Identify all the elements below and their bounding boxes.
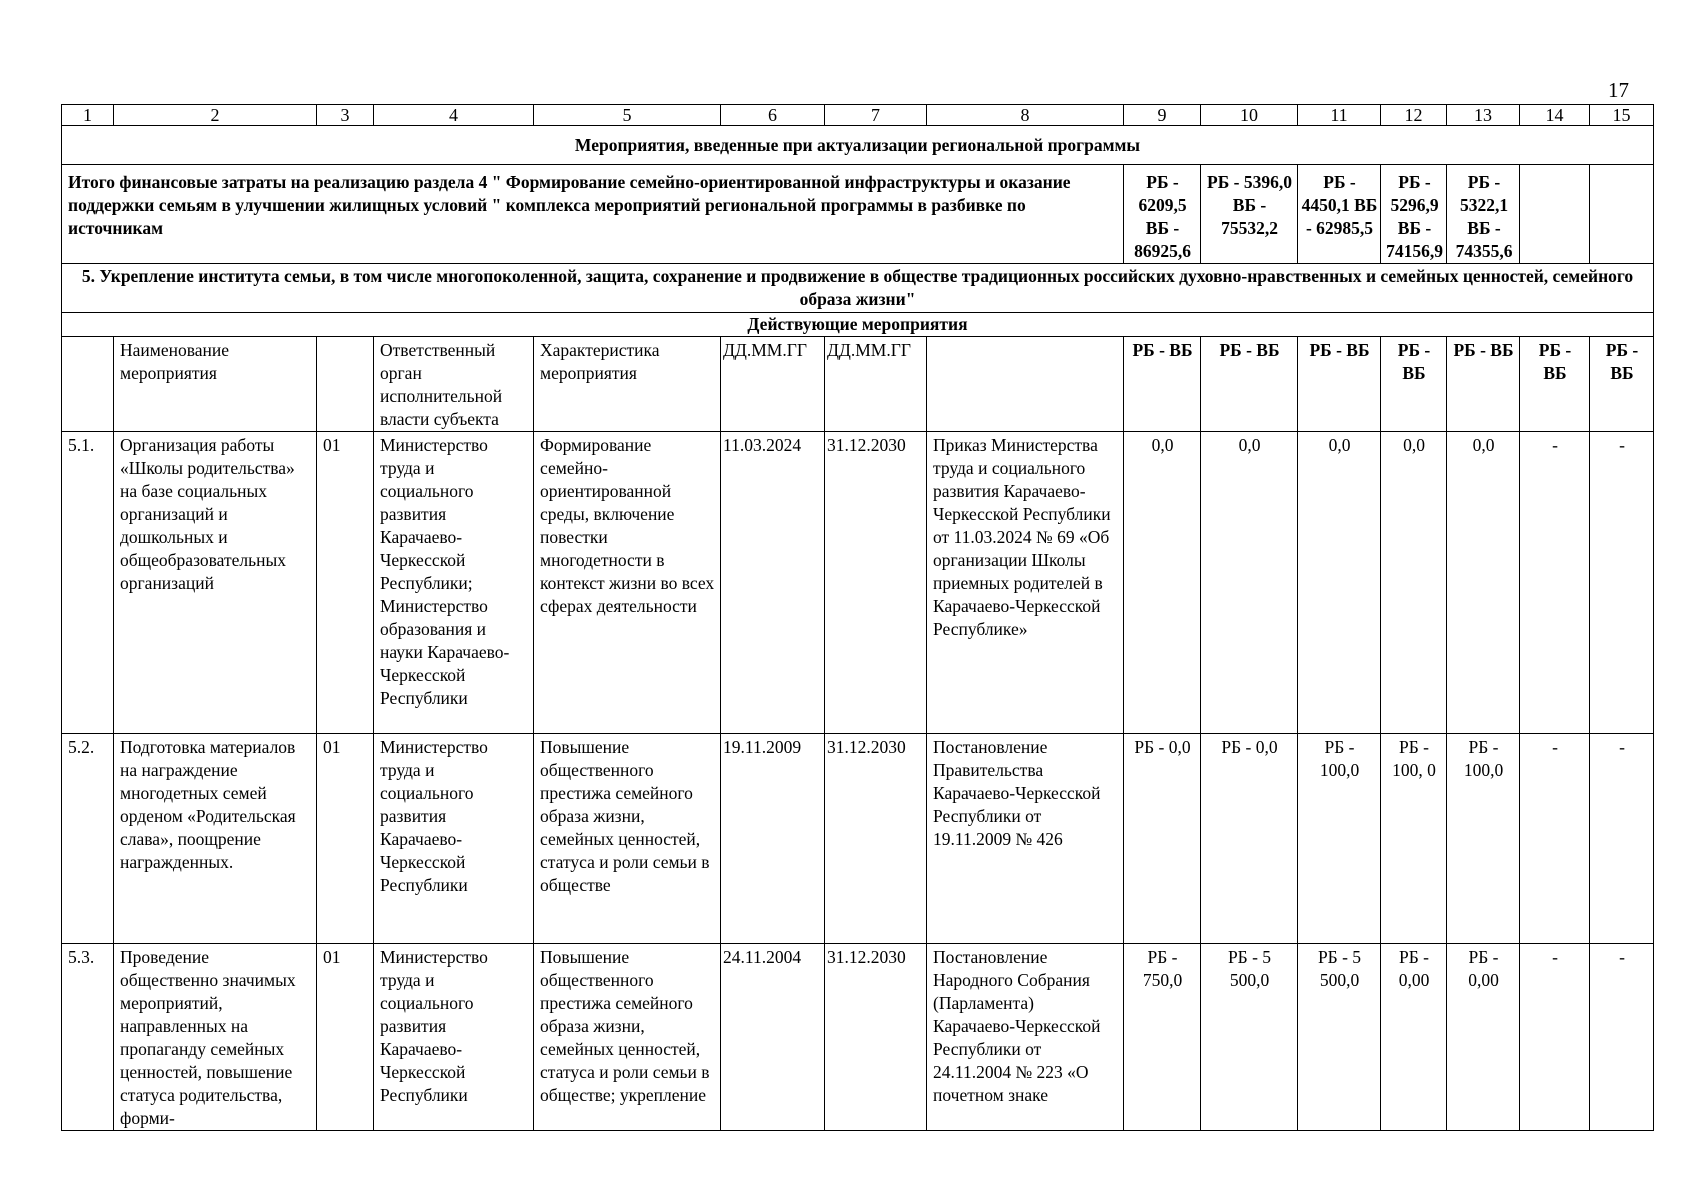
header-c12: РБ - ВБ	[1381, 337, 1447, 432]
column-number: 15	[1590, 105, 1654, 126]
row-c12: РБ - 0,00	[1381, 944, 1447, 1131]
row-c15: -	[1590, 734, 1654, 944]
row-char: Повышение общественного престижа семейного образа жизни, семейных ценностей, статуса и роли семьи в обществе; укрепление	[534, 944, 721, 1131]
header-c13: РБ - ВБ	[1447, 337, 1520, 432]
section-added-row	[62, 126, 1654, 165]
row-c15: -	[1590, 432, 1654, 734]
column-number: 8	[927, 105, 1124, 126]
row-c11: 0,0	[1298, 432, 1381, 734]
column-number: 4	[374, 105, 534, 126]
header-num	[62, 337, 114, 432]
row-c9: 0,0	[1124, 432, 1201, 734]
measures-table	[61, 104, 1654, 1131]
totals-label: Итого финансовые затраты на реализацию раздела 4 " Формирование семейно-ориентированной инфраструктуры и оказание поддержки семьям в улучшении жилищных условий " комплекса мероприятий региональной программы в разбивке по источникам	[62, 165, 1124, 264]
header-c11: РБ - ВБ	[1298, 337, 1381, 432]
row-organ: Министерство труда и социального развития Карачаево-Черкесской Республики	[374, 944, 534, 1131]
header-end: ДД.ММ.ГГ	[825, 337, 927, 432]
row-start: 19.11.2009	[721, 734, 825, 944]
section5-title: 5. Укрепление института семьи, в том числе многопоколенной, защита, сохранение и продвижение в обществе традиционных российских духовно-нравственных и семейных ценностей, семейного образа жизни"	[62, 264, 1654, 313]
row-c14: -	[1520, 432, 1590, 734]
column-number: 6	[721, 105, 825, 126]
row-c10: 0,0	[1201, 432, 1298, 734]
column-number-row	[62, 105, 1654, 126]
totals-c15	[1590, 165, 1654, 264]
row-code: 01	[317, 432, 374, 734]
row-code: 01	[317, 944, 374, 1131]
row-organ: Министерство труда и социального развития Карачаево-Черкесской Республики	[374, 734, 534, 944]
row-organ: Министерство труда и социального развития Карачаево-Черкесской Республики; Министерство образования и науки Карачаево-Черкесской Республики	[374, 432, 534, 734]
totals-c14	[1520, 165, 1590, 264]
column-number: 2	[114, 105, 317, 126]
header-organ: Ответственный орган исполнительной власти субъекта	[374, 337, 534, 432]
column-number: 11	[1298, 105, 1381, 126]
row-name: Проведение общественно значимых мероприятий, направленных на пропаганду семейных ценностей, повышение статуса родительства, форми-	[114, 944, 317, 1131]
column-number: 10	[1201, 105, 1298, 126]
row-end: 31.12.2030	[825, 432, 927, 734]
section5-row	[62, 264, 1654, 313]
row-c11: РБ - 5 500,0	[1298, 944, 1381, 1131]
header-c15: РБ - ВБ	[1590, 337, 1654, 432]
row-c10: РБ - 5 500,0	[1201, 944, 1298, 1131]
column-number: 5	[534, 105, 721, 126]
column-header-row	[62, 337, 1654, 432]
table-row	[62, 432, 1654, 734]
header-start: ДД.ММ.ГГ	[721, 337, 825, 432]
row-char: Повышение общественного престижа семейного образа жизни, семейных ценностей, статуса и роли семьи в обществе	[534, 734, 721, 944]
section-active-title: Действующие мероприятия	[62, 313, 1654, 337]
totals-row	[62, 165, 1654, 264]
row-c14: -	[1520, 734, 1590, 944]
totals-c9: РБ - 6209,5 ВБ - 86925,6	[1124, 165, 1201, 264]
row-name: Организация работы «Школы родительства» на базе социальных организаций и дошкольных и общеобразовательных организаций	[114, 432, 317, 734]
column-number: 9	[1124, 105, 1201, 126]
header-c10: РБ - ВБ	[1201, 337, 1298, 432]
totals-c11: РБ - 4450,1 ВБ - 62985,5	[1298, 165, 1381, 264]
table-row	[62, 944, 1654, 1131]
header-code	[317, 337, 374, 432]
column-number: 7	[825, 105, 927, 126]
column-number: 13	[1447, 105, 1520, 126]
row-c12: 0,0	[1381, 432, 1447, 734]
row-c11: РБ - 100,0	[1298, 734, 1381, 944]
column-number: 1	[62, 105, 114, 126]
table-row	[62, 734, 1654, 944]
row-start: 11.03.2024	[721, 432, 825, 734]
totals-c12: РБ - 5296,9 ВБ - 74156,9	[1381, 165, 1447, 264]
row-c14: -	[1520, 944, 1590, 1131]
row-c9: РБ - 0,0	[1124, 734, 1201, 944]
section-active-row	[62, 313, 1654, 337]
row-doc: Постановление Правительства Карачаево-Черкесской Республики от 19.11.2009 № 426	[927, 734, 1124, 944]
row-doc: Постановление Народного Собрания (Парламента) Карачаево-Черкесской Республики от 24.11.2004 № 223 «О почетном знаке	[927, 944, 1124, 1131]
header-c14: РБ - ВБ	[1520, 337, 1590, 432]
row-start: 24.11.2004	[721, 944, 825, 1131]
page-number: 17	[1608, 78, 1629, 102]
row-c10: РБ - 0,0	[1201, 734, 1298, 944]
row-name: Подготовка материалов на награждение многодетных семей орденом «Родительская слава», поощрение награжденных.	[114, 734, 317, 944]
row-c12: РБ - 100, 0	[1381, 734, 1447, 944]
row-num: 5.1.	[62, 432, 114, 734]
row-end: 31.12.2030	[825, 944, 927, 1131]
row-c9: РБ - 750,0	[1124, 944, 1201, 1131]
header-c9: РБ - ВБ	[1124, 337, 1201, 432]
row-c13: РБ - 100,0	[1447, 734, 1520, 944]
row-c13: 0,0	[1447, 432, 1520, 734]
column-number: 12	[1381, 105, 1447, 126]
row-num: 5.3.	[62, 944, 114, 1131]
totals-c10: РБ - 5396,0 ВБ - 75532,2	[1201, 165, 1298, 264]
totals-c13: РБ - 5322,1 ВБ - 74355,6	[1447, 165, 1520, 264]
section-added-title: Мероприятия, введенные при актуализации региональной программы	[62, 126, 1654, 165]
header-char: Характеристика мероприятия	[534, 337, 721, 432]
row-code: 01	[317, 734, 374, 944]
header-doc	[927, 337, 1124, 432]
column-number: 3	[317, 105, 374, 126]
row-char: Формирование семейно-ориентированной среды, включение повестки многодетности в контекст жизни во всех сферах деятельности	[534, 432, 721, 734]
row-num: 5.2.	[62, 734, 114, 944]
row-end: 31.12.2030	[825, 734, 927, 944]
header-name: Наименование мероприятия	[114, 337, 317, 432]
row-doc: Приказ Министерства труда и социального развития Карачаево-Черкесской Республики от 11.03.2024 № 69 «Об организации Школы приемных родителей в Карачаево-Черкесской Республике»	[927, 432, 1124, 734]
row-c13: РБ - 0,00	[1447, 944, 1520, 1131]
row-c15: -	[1590, 944, 1654, 1131]
column-number: 14	[1520, 105, 1590, 126]
